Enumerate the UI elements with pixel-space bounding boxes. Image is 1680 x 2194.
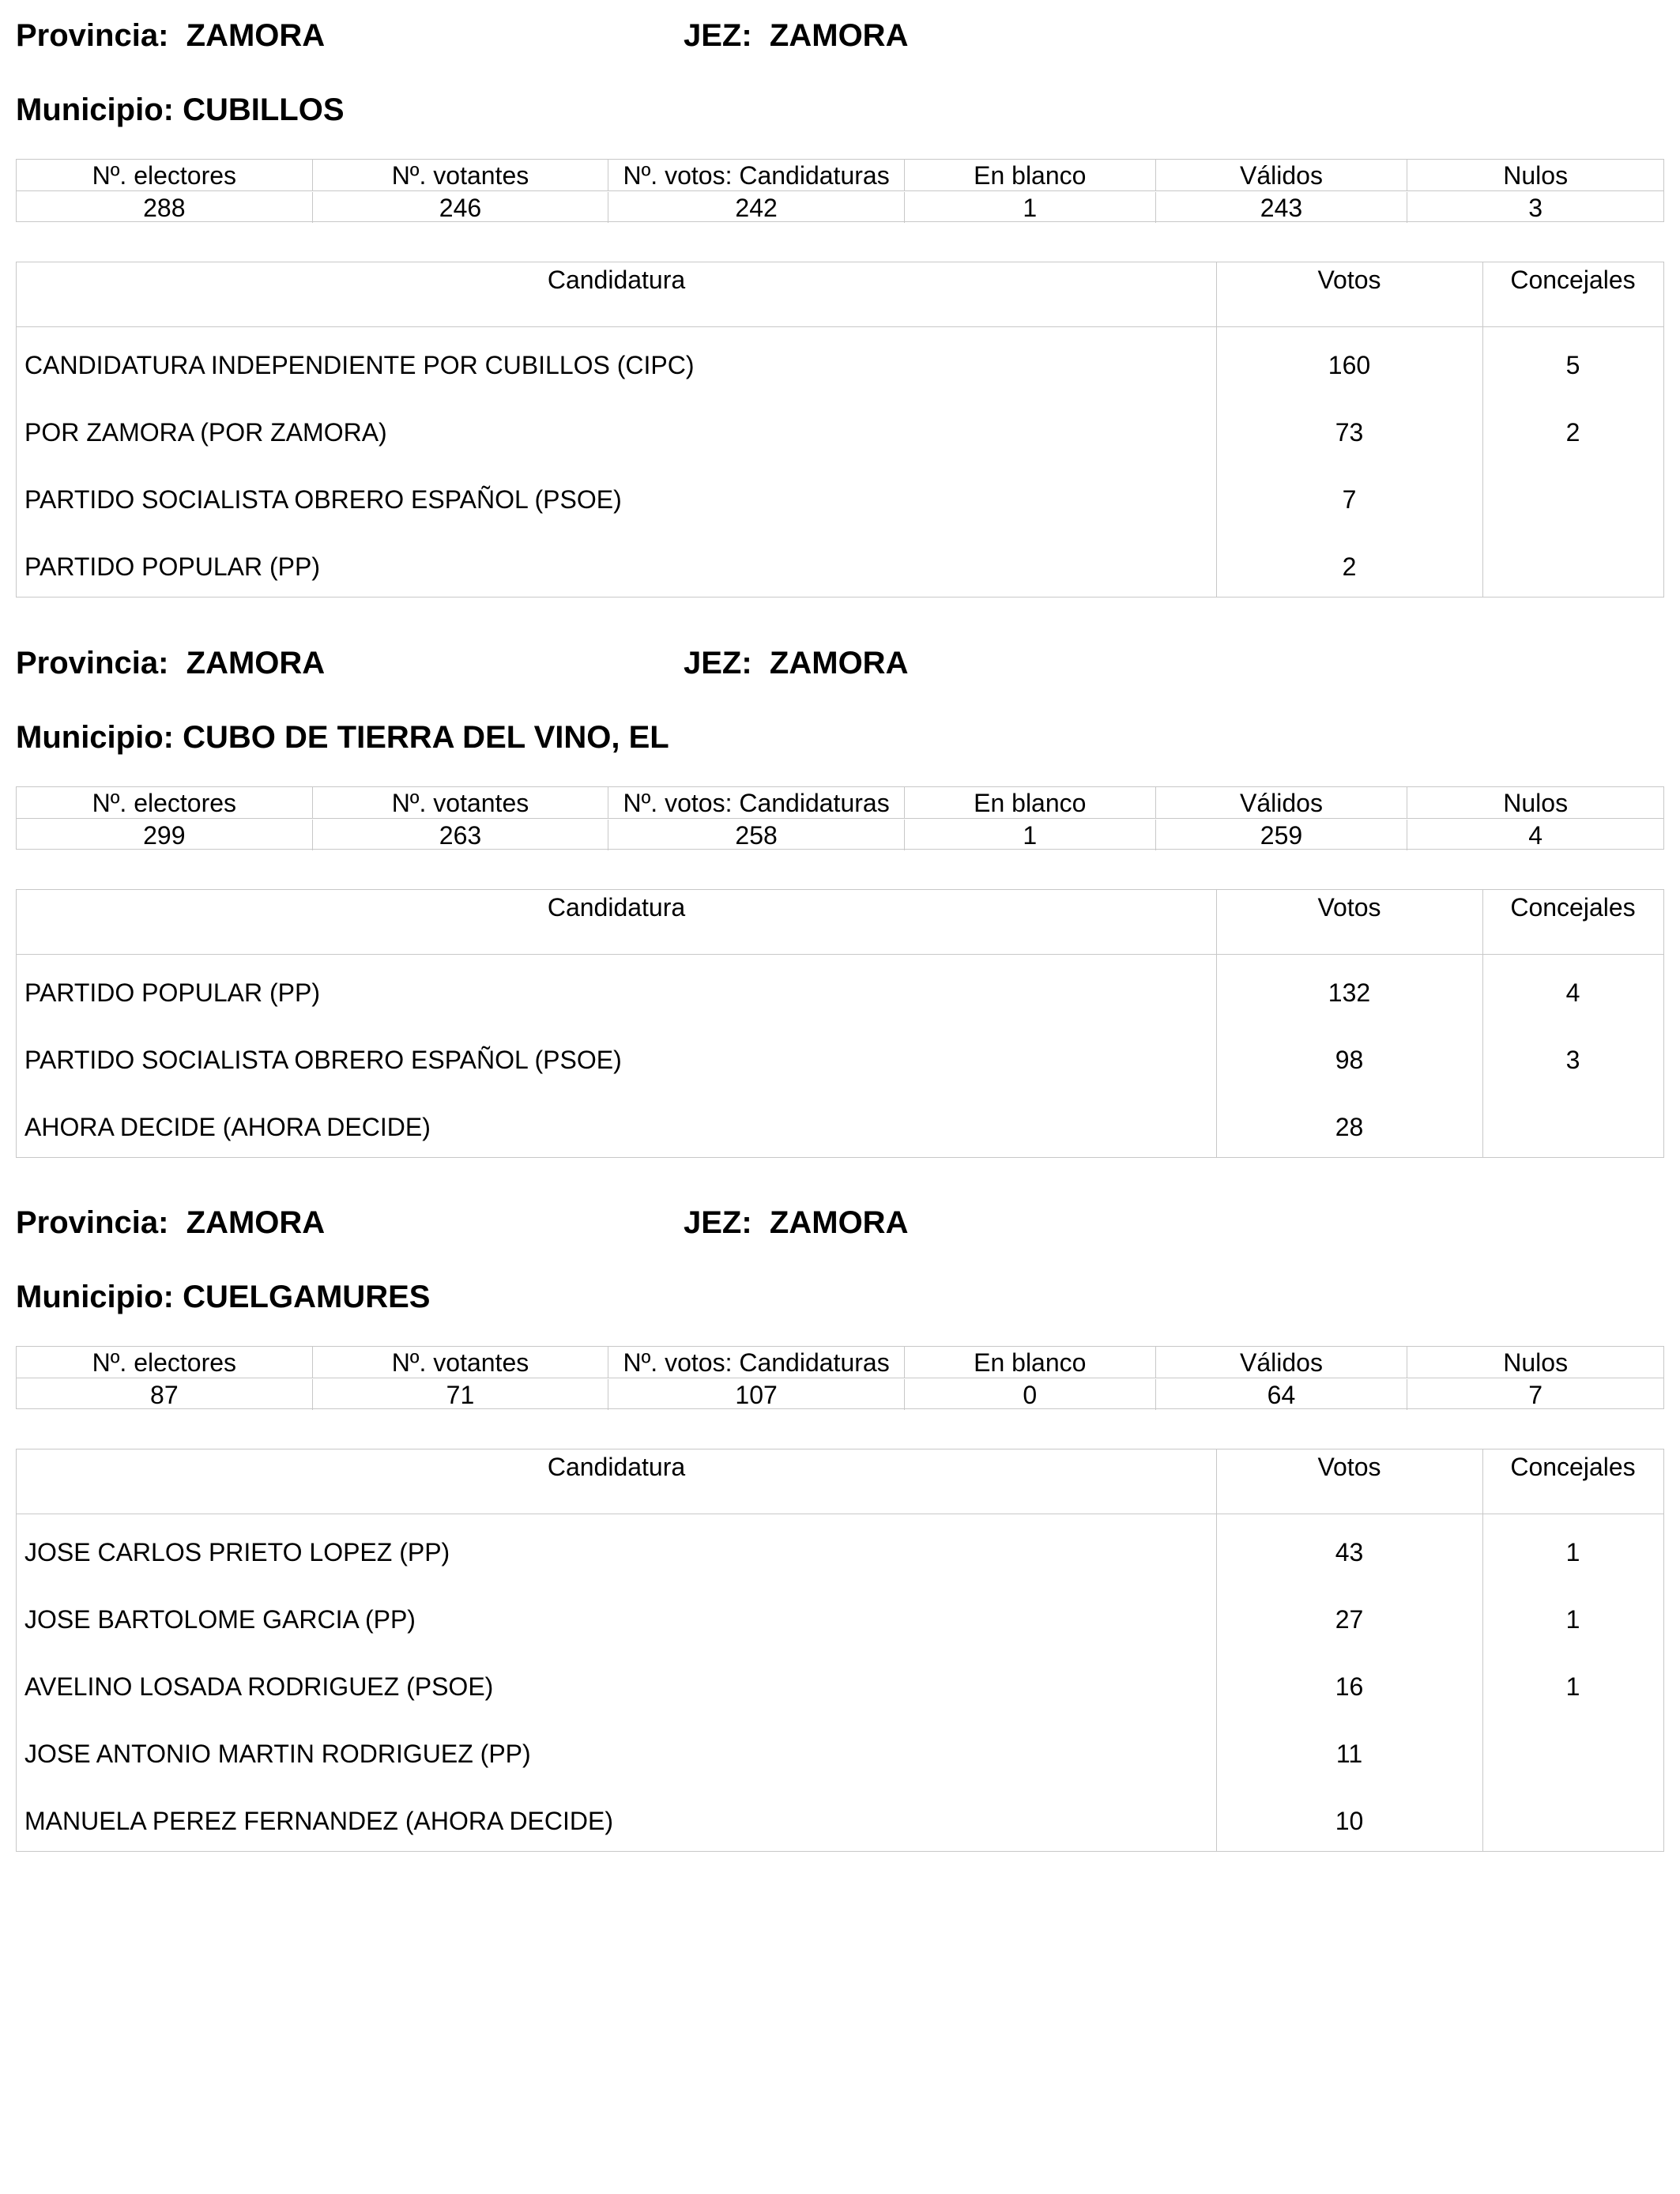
candidatura-votos: 16 — [1335, 1672, 1364, 1701]
results-table — [16, 889, 1664, 1158]
provincia-label: Provincia: — [16, 1205, 169, 1240]
provincia-heading — [16, 644, 909, 682]
summary-header-row — [17, 160, 1663, 191]
provincia-heading — [16, 17, 909, 55]
results-header-concejales: Concejales — [1510, 266, 1636, 294]
summary-electores: 299 — [17, 820, 313, 850]
results-header-votos: Votos — [1317, 1453, 1381, 1481]
candidatura-votos: 11 — [1335, 1740, 1363, 1768]
candidatura-name: CANDIDATURA INDEPENDIENTE POR CUBILLOS (CIPC) — [24, 351, 695, 379]
candidatura-concejales: 1 — [1565, 1538, 1580, 1566]
candidatura-name: JOSE CARLOS PRIETO LOPEZ (PP) — [24, 1538, 450, 1566]
summary-votantes: 263 — [313, 820, 609, 850]
candidatura-name: AHORA DECIDE (AHORA DECIDE) — [24, 1113, 431, 1141]
candidatura-name: JOSE BARTOLOME GARCIA (PP) — [24, 1605, 416, 1634]
candidatura-votos: 160 — [1328, 351, 1371, 379]
summary-votos-candidaturas: 258 — [608, 820, 905, 850]
candidatura-name: JOSE ANTONIO MARTIN RODRIGUEZ (PP) — [24, 1740, 531, 1768]
results-table — [16, 262, 1664, 598]
summary-votos-candidaturas: 107 — [608, 1379, 905, 1410]
candidatura-votos: 73 — [1335, 418, 1364, 447]
summary-header-votantes: Nº. votantes — [313, 787, 609, 818]
table-row — [17, 484, 1663, 551]
summary-header-row — [17, 1347, 1663, 1378]
table-row — [17, 1671, 1663, 1738]
table-row — [17, 1044, 1663, 1111]
jez-value: ZAMORA — [769, 646, 909, 680]
municipio-value: CUBO DE TIERRA DEL VINO, EL — [183, 720, 669, 755]
summary-header-electores: Nº. electores — [17, 787, 313, 818]
summary-header-validos: Válidos — [1156, 1347, 1408, 1378]
candidatura-votos: 2 — [1342, 552, 1357, 581]
table-row — [17, 417, 1663, 484]
table-row — [17, 1604, 1663, 1671]
candidatura-concejales: 1 — [1565, 1605, 1580, 1634]
results-header-candidatura: Candidatura — [547, 1453, 686, 1481]
results-table — [16, 1449, 1664, 1852]
summary-votantes: 246 — [313, 192, 609, 223]
summary-electores: 288 — [17, 192, 313, 223]
municipio-heading — [16, 1278, 430, 1316]
candidatura-concejales: 3 — [1565, 1046, 1580, 1074]
summary-validos: 64 — [1156, 1379, 1408, 1410]
candidatura-name: PARTIDO SOCIALISTA OBRERO ESPAÑOL (PSOE) — [24, 485, 622, 514]
summary-value-row — [17, 1379, 1663, 1410]
candidatura-concejales: 1 — [1565, 1672, 1580, 1701]
summary-value-row — [17, 820, 1663, 850]
candidatura-votos: 98 — [1335, 1046, 1364, 1074]
candidatura-concejales: 5 — [1565, 351, 1580, 379]
table-row — [17, 1805, 1663, 1872]
jez-label: JEZ: — [684, 646, 752, 680]
summary-header-votos-candidaturas: Nº. votos: Candidaturas — [608, 160, 905, 190]
summary-header-en-blanco: En blanco — [905, 1347, 1156, 1378]
candidatura-concejales: 4 — [1565, 978, 1580, 1007]
summary-table — [16, 786, 1664, 850]
candidatura-name: PARTIDO POPULAR (PP) — [24, 978, 320, 1007]
summary-header-row — [17, 787, 1663, 819]
summary-validos: 259 — [1156, 820, 1408, 850]
candidatura-concejales: 2 — [1565, 418, 1580, 447]
summary-votos-candidaturas: 242 — [608, 192, 905, 223]
candidatura-name: MANUELA PEREZ FERNANDEZ (AHORA DECIDE) — [24, 1807, 613, 1835]
summary-votantes: 71 — [313, 1379, 609, 1410]
summary-header-nulos: Nulos — [1503, 789, 1569, 817]
table-row — [17, 1111, 1663, 1178]
jez-label: JEZ: — [684, 18, 752, 53]
jez-heading — [684, 17, 908, 55]
results-body — [17, 955, 1663, 1178]
summary-nulos: 4 — [1528, 821, 1543, 850]
provincia-value: ZAMORA — [186, 18, 326, 53]
municipio-value: CUELGAMURES — [183, 1280, 431, 1314]
summary-header-electores: Nº. electores — [17, 160, 313, 190]
jez-heading — [684, 1204, 908, 1242]
candidatura-votos: 27 — [1335, 1605, 1364, 1634]
summary-header-votantes: Nº. votantes — [313, 1347, 609, 1378]
jez-value: ZAMORA — [769, 18, 909, 53]
jez-value: ZAMORA — [769, 1205, 909, 1240]
summary-header-en-blanco: En blanco — [905, 160, 1156, 190]
candidatura-name: PARTIDO SOCIALISTA OBRERO ESPAÑOL (PSOE) — [24, 1046, 622, 1074]
results-header-row — [17, 1449, 1663, 1514]
municipio-heading — [16, 718, 669, 756]
candidatura-votos: 7 — [1342, 485, 1357, 514]
results-header-candidatura: Candidatura — [547, 893, 686, 922]
table-row — [17, 977, 1663, 1044]
summary-table — [16, 159, 1664, 222]
results-body — [17, 327, 1663, 618]
summary-header-validos: Válidos — [1156, 787, 1408, 818]
summary-header-validos: Válidos — [1156, 160, 1408, 190]
municipio-label: Municipio: — [16, 720, 174, 755]
summary-header-en-blanco: En blanco — [905, 787, 1156, 818]
results-body — [17, 1514, 1663, 1872]
summary-en-blanco: 1 — [905, 192, 1156, 223]
summary-en-blanco: 1 — [905, 820, 1156, 850]
table-row — [17, 551, 1663, 618]
summary-header-nulos: Nulos — [1503, 1348, 1569, 1377]
summary-header-votantes: Nº. votantes — [313, 160, 609, 190]
table-row — [17, 1738, 1663, 1805]
summary-validos: 243 — [1156, 192, 1408, 223]
candidatura-votos: 43 — [1335, 1538, 1364, 1566]
summary-header-nulos: Nulos — [1503, 161, 1569, 190]
summary-header-votos-candidaturas: Nº. votos: Candidaturas — [608, 787, 905, 818]
municipio-value: CUBILLOS — [183, 92, 345, 127]
candidatura-name: POR ZAMORA (POR ZAMORA) — [24, 418, 387, 447]
results-header-candidatura: Candidatura — [547, 266, 686, 294]
summary-header-votos-candidaturas: Nº. votos: Candidaturas — [608, 1347, 905, 1378]
jez-label: JEZ: — [684, 1205, 752, 1240]
jez-heading — [684, 644, 908, 682]
candidatura-name: PARTIDO POPULAR (PP) — [24, 552, 320, 581]
results-header-votos: Votos — [1317, 893, 1381, 922]
provincia-label: Provincia: — [16, 18, 169, 53]
summary-nulos: 7 — [1528, 1381, 1543, 1409]
municipio-label: Municipio: — [16, 1280, 174, 1314]
candidatura-votos: 10 — [1335, 1807, 1364, 1835]
results-header-concejales: Concejales — [1510, 1453, 1636, 1481]
summary-value-row — [17, 192, 1663, 223]
provincia-value: ZAMORA — [186, 1205, 326, 1240]
municipio-heading — [16, 91, 345, 129]
table-row — [17, 1536, 1663, 1604]
provincia-value: ZAMORA — [186, 646, 326, 680]
candidatura-name: AVELINO LOSADA RODRIGUEZ (PSOE) — [24, 1672, 494, 1701]
municipio-label: Municipio: — [16, 92, 174, 127]
results-header-votos: Votos — [1317, 266, 1381, 294]
candidatura-votos: 132 — [1328, 978, 1371, 1007]
summary-table — [16, 1346, 1664, 1409]
table-row — [17, 349, 1663, 417]
candidatura-votos: 28 — [1335, 1113, 1364, 1141]
summary-header-electores: Nº. electores — [17, 1347, 313, 1378]
summary-electores: 87 — [17, 1379, 313, 1410]
summary-nulos: 3 — [1528, 194, 1543, 222]
provincia-heading — [16, 1204, 909, 1242]
summary-en-blanco: 0 — [905, 1379, 1156, 1410]
results-header-concejales: Concejales — [1510, 893, 1636, 922]
results-header-row — [17, 890, 1663, 955]
provincia-label: Provincia: — [16, 646, 169, 680]
results-header-row — [17, 262, 1663, 327]
